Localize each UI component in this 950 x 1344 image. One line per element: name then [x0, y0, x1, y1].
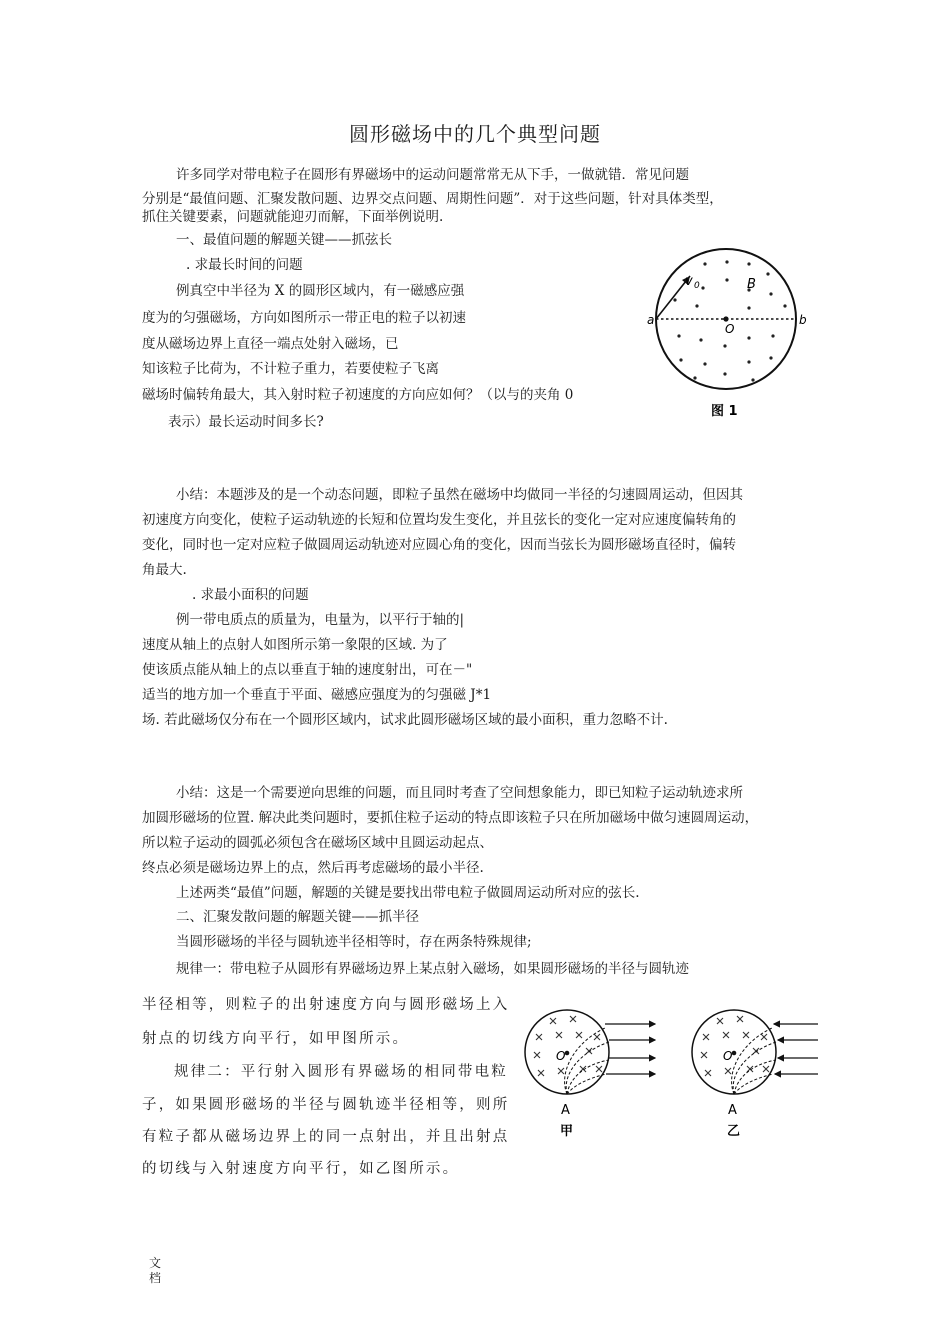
figure-1-caption: 图 1	[711, 404, 738, 419]
example1-line: 度从磁场边界上直径一端点处射入磁场，已	[142, 336, 399, 352]
example2-line: 例一带电质点的质量为，电量为，以平行于轴的|	[176, 612, 465, 628]
section2-intro: 当圆形磁场的半径与圆轨迹半径相等时，存在两条特殊规律;	[176, 934, 532, 950]
rule-two-line: 规律二：平行射入圆形有界磁场的相同带电粒	[174, 1064, 508, 1080]
summary2-line: 所以粒子运动的圆弧必须包含在磁场区域中且圆运动起点、	[142, 835, 493, 851]
caption-yi: 乙	[727, 1124, 741, 1139]
figure-2-converging-diverging	[520, 1002, 820, 1152]
example1-line: 表示）最长运动时间多长?	[168, 414, 324, 430]
center-o-label-right: O	[723, 1049, 733, 1063]
rule-line: 子，如果圆形磁场的半径与圆轨迹半径相等，则所	[142, 1097, 510, 1113]
example1-line: 磁场时偏转角最大，其入射时粒子初速度的方向应如何？（以与的夹角 0	[142, 387, 574, 403]
example1-line: 知该粒子比荷为，不计粒子重力，若要使粒子飞离	[142, 361, 439, 377]
figure-1-magnetic-field-circle	[645, 228, 815, 423]
footer-watermark	[149, 1256, 163, 1286]
example2-line: 速度从轴上的点射人如图所示第一象限的区域. 为了	[142, 637, 448, 653]
section1-heading: 一、最值问题的解题关键——抓弦长	[176, 232, 392, 248]
caption-jia: 甲	[560, 1124, 574, 1139]
velocity-label: v	[685, 274, 693, 289]
field-b-label: B	[747, 277, 756, 292]
summary2-line: 小结：这是一个需要逆向思维的问题，而且同时考查了空间想象能力，即已知粒子运动轨迹求所	[176, 785, 743, 801]
section2-heading: 二、汇聚发散问题的解题关键——抓半径	[176, 909, 419, 925]
rule-line: 有粒子都从磁场边界上的同一点射出，并且出射点	[142, 1129, 510, 1145]
intro-line-2: 分别是“最值问题、汇聚发散问题、边界交点问题、周期性问题”．对于这些问题，针对具体类型，	[142, 191, 723, 207]
rule-line: 的切线与入射速度方向平行，如乙图所示。	[142, 1161, 460, 1177]
intro-line-1: 许多同学对带电粒子在圆形有界磁场中的运动问题常常无从下手，一做就错．常见问题	[176, 167, 689, 183]
rule-line: 半径相等，则粒子的出射速度方向与圆形磁场上入	[142, 997, 510, 1013]
example2-line: 场. 若此磁场仅分布在一个圆形区域内，试求此圆形磁场区域的最小面积，重力忽略不计.	[142, 712, 668, 728]
footer-char: 档	[149, 1271, 162, 1285]
point-a-left: A	[561, 1103, 570, 1118]
summary1-line: 小结：本题涉及的是一个动态问题，即粒子虽然在磁场中均做同一半径的匀速圆周运动，但因其	[176, 487, 743, 503]
section1-conclusion: 上述两类“最值”问题，解题的关键是要找出带电粒子做圆周运动所对应的弦长.	[176, 885, 640, 901]
rule-one-line: 规律一：带电粒子从圆形有界磁场边界上某点射入磁场，如果圆形磁场的半径与圆轨迹	[176, 961, 689, 977]
summary1-line: 变化，同时也一定对应粒子做圆周运动轨迹对应圆心角的变化，因而当弦长为圆形磁场直径时，偏转	[142, 537, 736, 553]
center-o-label: O	[725, 322, 735, 336]
rule-line: 射点的切线方向平行，如甲图所示。	[142, 1031, 410, 1047]
section1-subheading-1: . 求最长时间的问题	[186, 257, 303, 273]
section1-subheading-2: . 求最小面积的问题	[192, 587, 309, 603]
example1-line: 度为的匀强磁场，方向如图所示一带正电的粒子以初速	[142, 310, 466, 326]
velocity-subscript: 0	[694, 281, 700, 291]
example2-line: 适当的地方加一个垂直于平面、磁感应强度为的匀强磁 J*1	[142, 687, 492, 703]
example2-line: 使该质点能从轴上的点以垂直于轴的速度射出，可在－"	[142, 662, 473, 678]
page-title: 圆形磁场中的几个典型问题	[349, 122, 601, 146]
intro-line-3: 抓住关键要素，问题就能迎刃而解，下面举例说明.	[142, 209, 444, 225]
summary1-line: 角最大.	[142, 562, 187, 578]
footer-char: 文	[149, 1256, 162, 1270]
point-b-label: b	[799, 313, 807, 327]
summary2-line: 终点必须是磁场边界上的点，然后再考虑磁场的最小半径.	[142, 860, 484, 876]
center-o-label-left: O	[556, 1049, 566, 1063]
summary1-line: 初速度方向变化，使粒子运动轨迹的长短和位置均发生变化，并且弦长的变化一定对应速度偏转角的	[142, 512, 736, 528]
point-a-right: A	[728, 1103, 737, 1118]
point-a-label: a	[647, 313, 655, 327]
summary2-line: 加圆形磁场的位置. 解决此类问题时，要抓住粒子运动的特点即该粒子只在所加磁场中做匀速圆周运动，	[142, 810, 759, 826]
example1-line: 例真空中半径为 X 的圆形区域内，有一磁感应强	[176, 283, 465, 299]
